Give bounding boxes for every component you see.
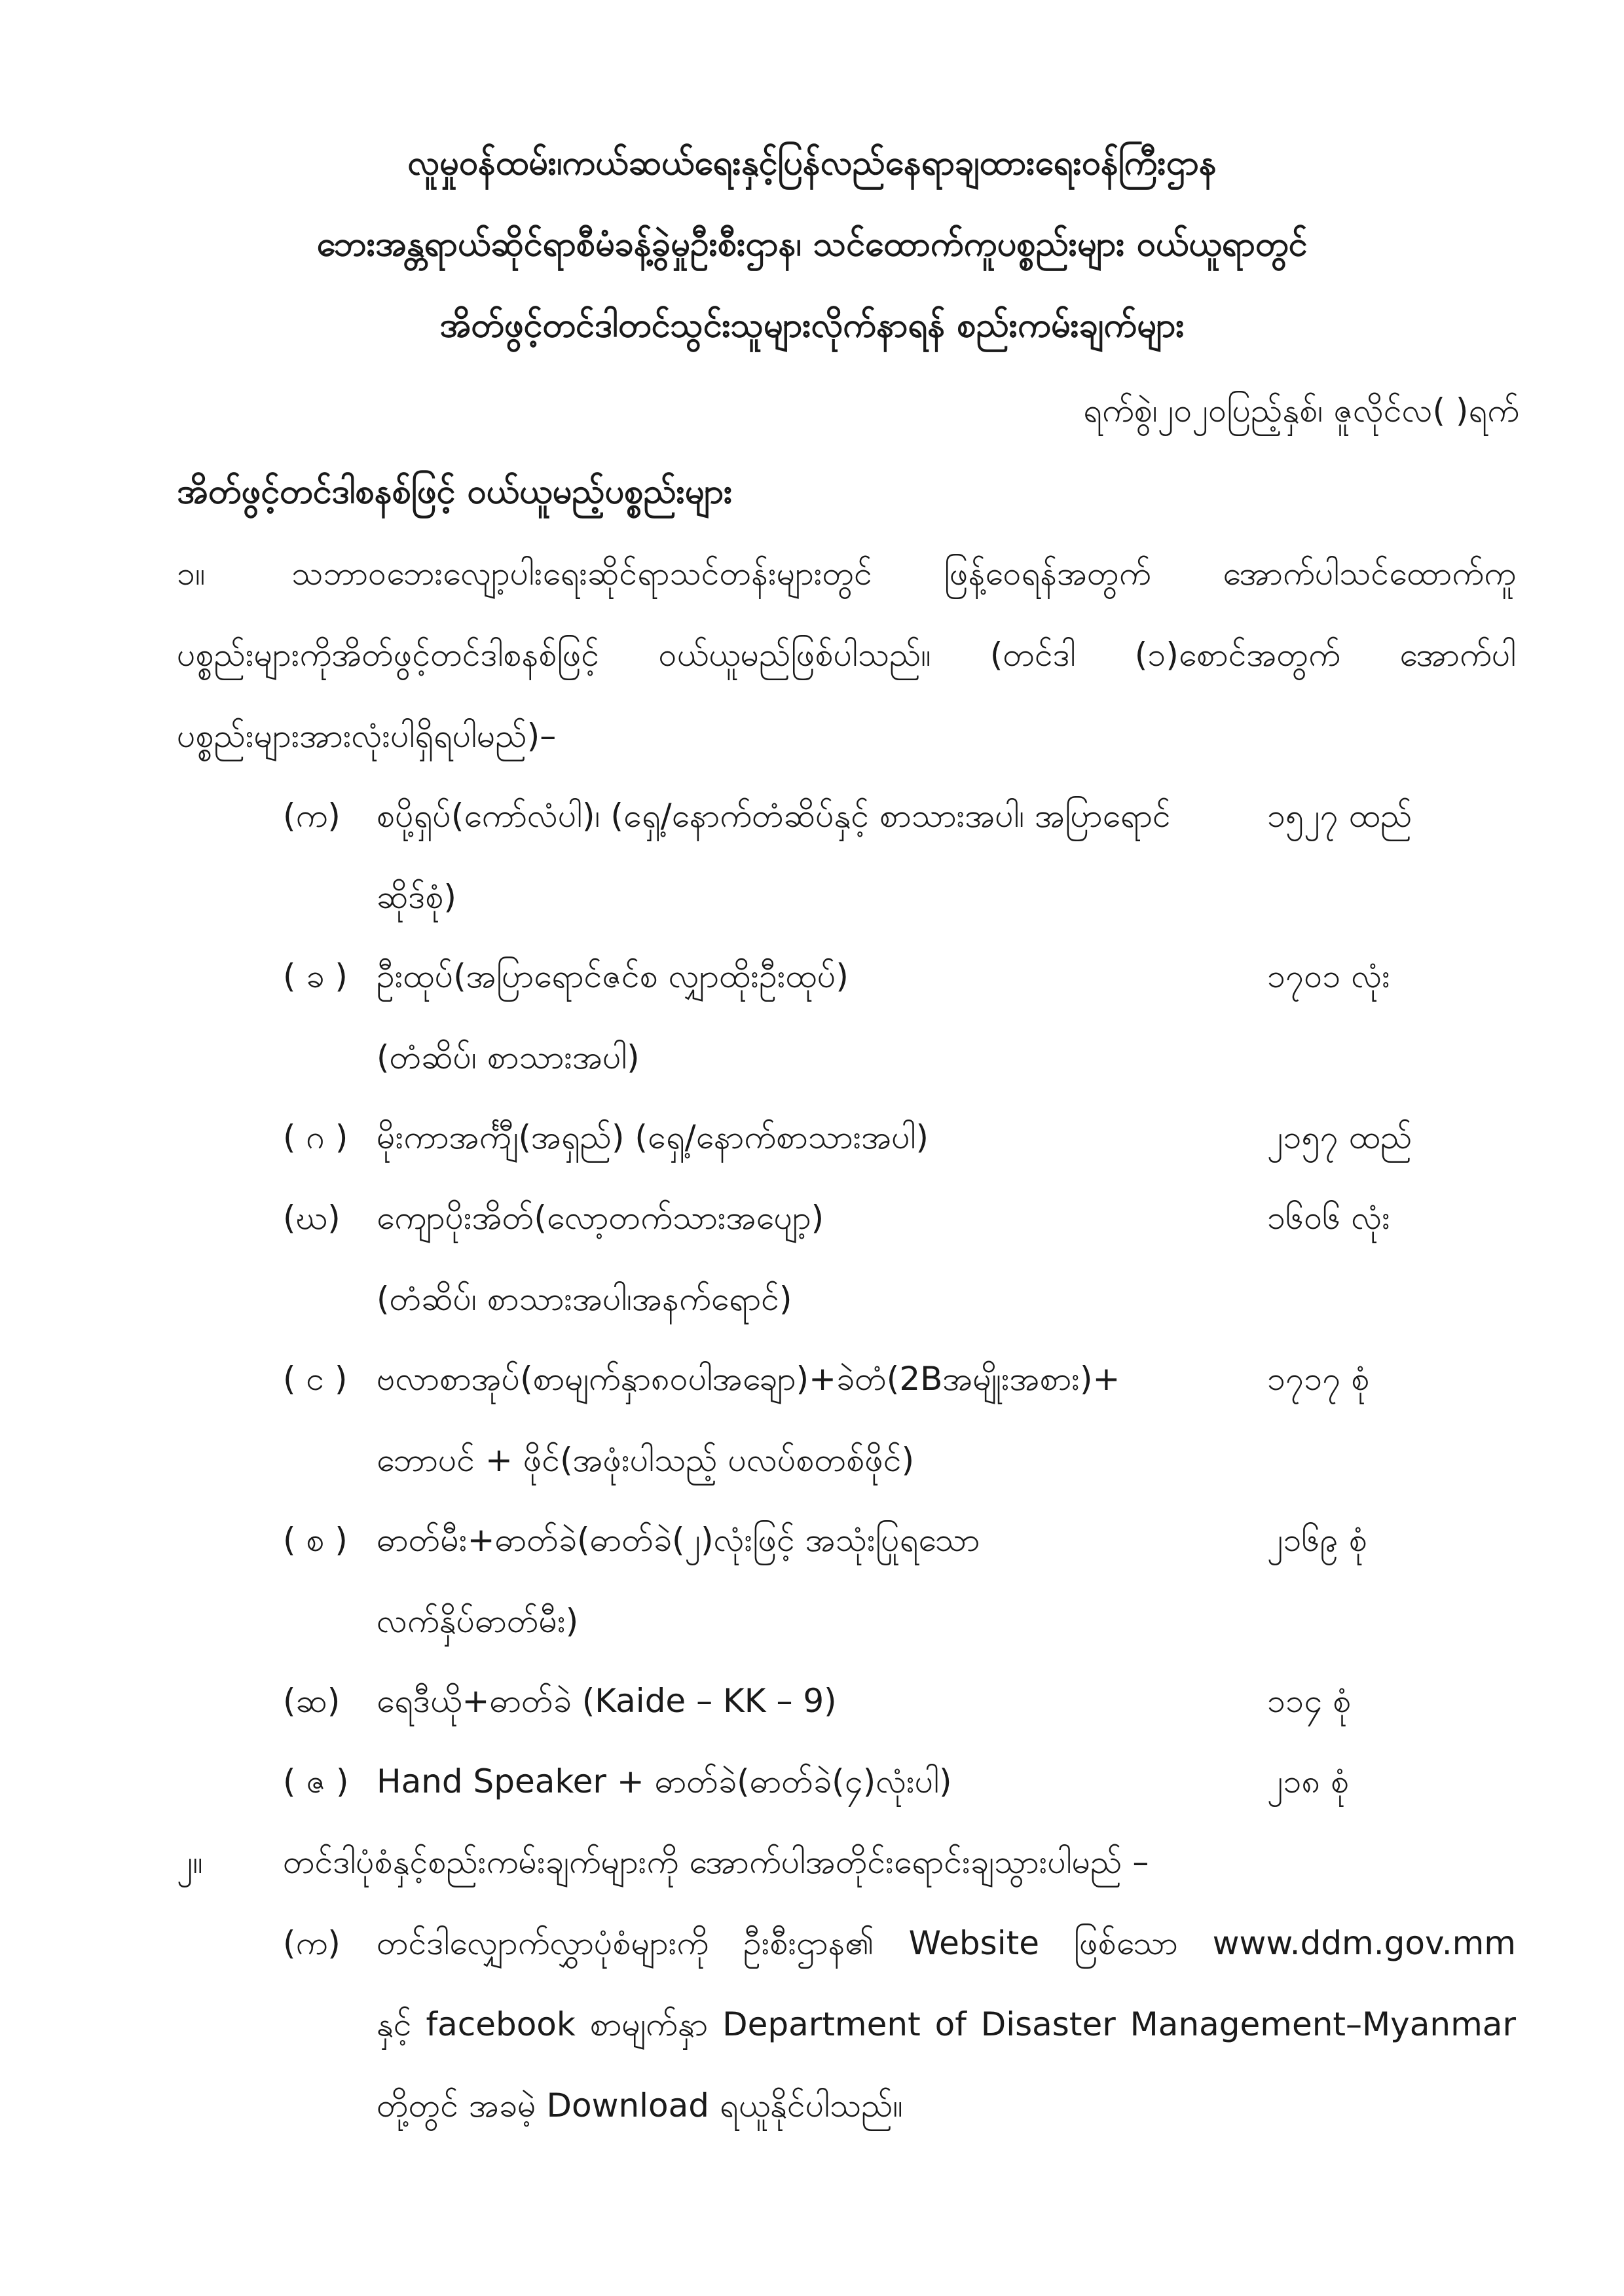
item-quantity: ၁၇၁၇ စုံ <box>1267 1360 1370 1398</box>
item-text: ဗလာစာအုပ်(စာမျက်နှာ၈၀ပါအချော)+ခဲတံ(2Bအမျိုးအစား)+ <box>377 1360 1120 1398</box>
item-marker: (က) <box>283 797 341 835</box>
item-text: ရေဒီယို+ဓာတ်ခဲ (Kaide – KK – 9) <box>377 1682 837 1720</box>
item-quantity: ၂၁၅၇ ထည် <box>1267 1118 1412 1156</box>
para1-line: သဘာဝဘေးလျော့ပါးရေးဆိုင်ရာသင်တန်းများတွင် ဖြန့်ဝေရန်အတွက် အောက်ပါသင်ထောက်ကူ <box>291 555 1516 592</box>
item-marker: ( င ) <box>283 1360 348 1398</box>
item-quantity: ၁၇၀၁ လုံး <box>1267 957 1390 995</box>
item-text: (တံဆိပ်၊ စာသားအပါ) <box>377 1038 640 1076</box>
item-marker: ( စ ) <box>283 1521 348 1559</box>
item-marker: ( ဇ ) <box>283 1762 349 1800</box>
item-quantity: ၁၁၄ စုံ <box>1267 1682 1352 1720</box>
para2-sub-line: တင်ဒါလျှောက်လွှာပုံစံများကို ဦးစီးဌာန၏ Website ဖြစ်သော www.ddm.gov.mm <box>377 1924 1516 1962</box>
para2-sub-marker: (က) <box>283 1924 341 1962</box>
item-quantity: ၁၆၀၆ လုံး <box>1267 1199 1390 1237</box>
para2-number: ၂။ <box>177 1843 203 1881</box>
item-text: ဓာတ်မီး+ဓာတ်ခဲ(ဓာတ်ခဲ(၂)လုံးဖြင့် အသုံးပြုရသော <box>377 1521 980 1559</box>
section-heading: အိတ်ဖွင့်တင်ဒါစနစ်ဖြင့် ဝယ်ယူမည့်ပစ္စည်းများ <box>177 472 733 511</box>
para2-sub-line: နှင့် facebook စာမျက်နှာ Department of Disaster Management–Myanmar <box>377 2005 1516 2043</box>
para1-line: ပစ္စည်းများကိုအိတ်ဖွင့်တင်ဒါစနစ်ဖြင့် ဝယ်ယူမည်ဖြစ်ပါသည်။ (တင်ဒါ (၁)စောင်အတွက် အောက်ပါ <box>177 636 1516 674</box>
item-text: ဘောပင် + ဖိုင်(အဖုံးပါသည့် ပလပ်စတစ်ဖိုင်) <box>377 1441 915 1479</box>
para1-number: ၁။ <box>177 555 206 592</box>
item-text: ကျောပိုးအိတ်(လော့တက်သားအပျော့) <box>377 1199 824 1237</box>
para1-line: ပစ္စည်းများအားလုံးပါရှိရပါမည်)– <box>177 717 557 755</box>
item-text: (တံဆိပ်၊ စာသားအပါ၊အနက်ရောင်) <box>377 1280 792 1318</box>
document-title: အိတ်ဖွင့်တင်ဒါတင်သွင်းသူများလိုက်နာရန် စည်းကမ်းချက်များ <box>439 306 1185 345</box>
ministry-title: လူမှုဝန်ထမ်း၊ကယ်ဆယ်ရေးနှင့်ပြန်လည်နေရာချထားရေးဝန်ကြီးဌာန <box>407 143 1217 183</box>
item-quantity: ၁၅၂၇ ထည် <box>1267 797 1412 835</box>
department-title: ဘေးအန္တရာယ်ဆိုင်ရာစီမံခန့်ခွဲမှုဦးစီးဌာန၊ သင်ထောက်ကူပစ္စည်းများ ဝယ်ယူရာတွင် <box>316 225 1308 264</box>
item-text: ဦးထုပ်(အပြာရောင်ဇင်စ လျှာထိုးဦးထုပ်) <box>377 957 849 995</box>
item-text: Hand Speaker + ဓာတ်ခဲ(ဓာတ်ခဲ(၄)လုံးပါ) <box>377 1762 952 1800</box>
item-text: လက်နှိပ်ဓာတ်မီး) <box>377 1602 579 1640</box>
item-marker: ( ခ ) <box>283 957 348 995</box>
item-text: မိုးကာအင်္ကျီ(အရှည်) (ရှေ့/နောက်စာသားအပါ) <box>377 1118 929 1156</box>
para2-sub-line: တို့တွင် အခမဲ့ Download ရယူနိုင်ပါသည်။ <box>377 2086 903 2124</box>
item-quantity: ၂၁၈ စုံ <box>1267 1762 1350 1800</box>
item-marker: (ဆ) <box>283 1682 341 1720</box>
item-quantity: ၂၁၆၉ စုံ <box>1267 1521 1367 1559</box>
item-text: ဆိုဒ်စုံ) <box>377 878 457 916</box>
document-date: ရက်စွဲ၊၂၀၂၀ပြည့်နှစ်၊ ဇူလိုင်လ( )ရက် <box>1083 392 1519 429</box>
item-marker: (ဃ) <box>283 1199 341 1237</box>
item-marker: ( ဂ ) <box>283 1118 348 1156</box>
item-text: စပို့ရှပ်(ကော်လံပါ)၊ (ရှေ့/နောက်တံဆိပ်နှင့် စာသားအပါ၊ အပြာရောင် <box>377 797 1171 835</box>
para2-text: တင်ဒါပုံစံနှင့်စည်းကမ်းချက်များကို အောက်ပါအတိုင်းရောင်းချသွားပါမည် – <box>283 1843 1149 1881</box>
